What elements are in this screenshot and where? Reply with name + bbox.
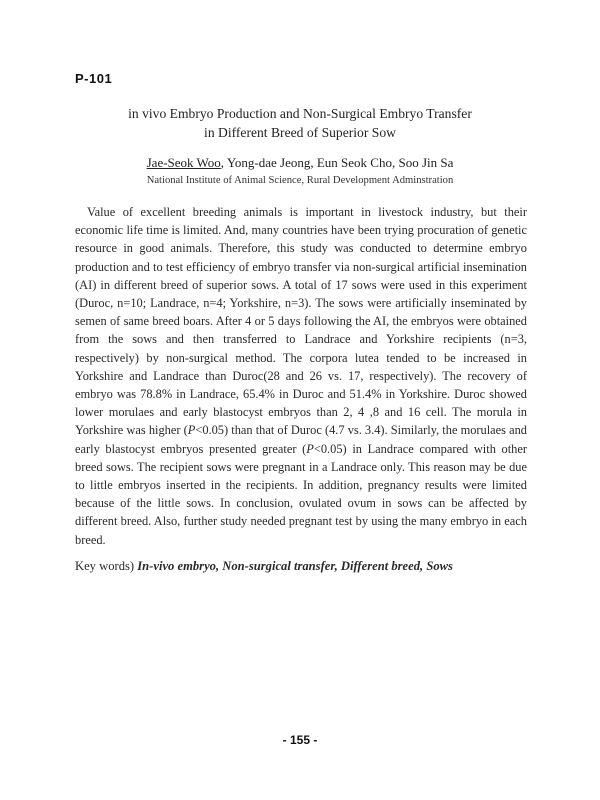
author-list — [75, 154, 525, 171]
keywords-label: Key words) — [75, 559, 138, 573]
affiliation: National Institute of Animal Science, Rural Development Adminstration — [146, 175, 454, 186]
title-line-2: in Different Breed of Superior Sow — [204, 125, 396, 140]
abstract-body — [75, 203, 527, 549]
keywords-values: In-vivo embryo, Non-surgical transfer, Different breed, Sows — [137, 559, 453, 573]
abstract-text-2: <0.05) than that of Duroc (4.7 vs. 3.4). Similarly, the morulaes and early blastocyst embryos presented greater ( — [75, 423, 528, 456]
p-value-symbol: P — [187, 423, 196, 438]
paper-title — [75, 104, 525, 142]
abstract-paragraph — [75, 203, 527, 549]
title-line-1: in vivo Embryo Production and Non-Surgical Embryo Transfer — [128, 106, 472, 121]
abstract-text-3: <0.05) in Landrace compared with other breed sows. The recipient sows were pregnant in a Landrace only. This reason may be due to little embryos inserted in the recipients. In addition, pregnancy results were limited because of the little sows. In conclusion, ovulated ovum in sows can be affected by different breed. Also, further study needed pregnant test by using the many embryo in each breed. — [75, 441, 527, 547]
p-value-symbol: P — [306, 441, 314, 456]
co-authors: , Yong-dae Jeong, Eun Seok Cho, Soo Jin Sa — [220, 155, 454, 170]
keywords — [75, 557, 535, 575]
abstract-text-1: Value of excellent breeding animals is important in livestock industry, but their economic life time is limited. And, many countries have been trying procuration of genetic resource in good animals. Therefore, this study was conducted to determine embryo production and to test efficiency of embryo transfer via non-surgical artificial insemination (AI) in different breed of superior sows. A total of 17 sows were used in this experiment (Duroc, n=10; Landrace, n=4; Yorkshire, n=3). The sows were artificially inseminated by semen of same breed boars. After 4 or 5 days following the AI, the embryos were obtained from the sows and then transferred to Landrace and Yorkshire recipients (n=3, respectively) by non-surgical method. The corpora lutea tended to be increased in Yorkshire and Landrace than Duroc(28 and 26 vs. 17, respectively). The recovery of embryo was 78.8% in Landrace, 65.4% in Duroc and 51.4% in Yorkshire. Duroc showed lower morulaes and early blastocyst embryos than 2, 4 ,8 and 16 cell. The morula in Yorkshire was higher ( — [75, 205, 527, 438]
page-number: - 155 - — [282, 733, 318, 747]
poster-id: P-101 — [75, 71, 113, 86]
presenting-author: Jae-Seok Woo — [146, 155, 221, 170]
